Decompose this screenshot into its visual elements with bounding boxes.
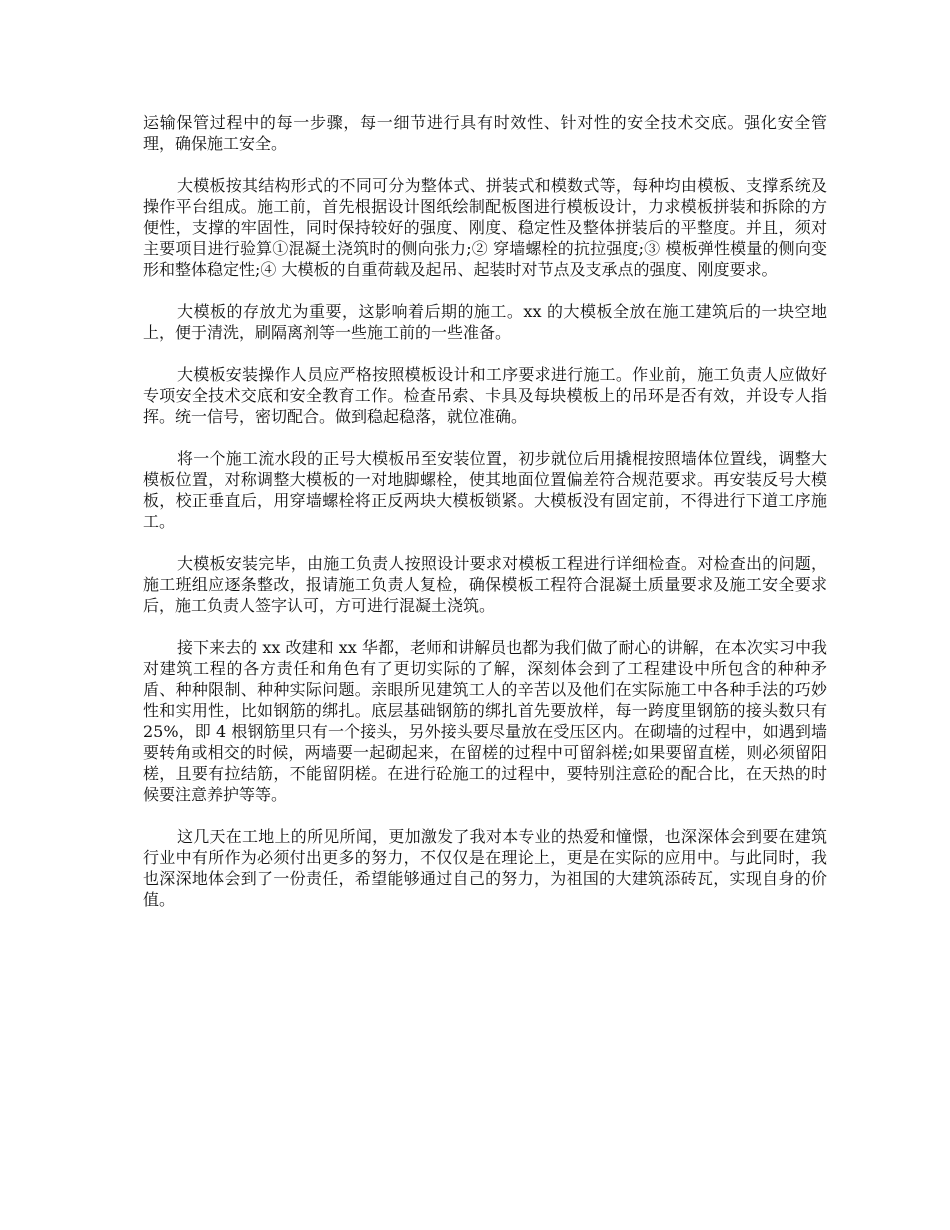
paragraph-formwork-types: 大模板按其结构形式的不同可分为整体式、拼装式和模数式等，每种均由模板、支撑系统及操作平台组成。施工前，首先根据设计图纸绘制配板图进行模板设计，力求模板拼装和拆除的方便性，支撑的牢固性，同时保持较好的强度、刚度、稳定性及整体拼装后的平整度。并且，须对主要项目进行验算①混凝土浇筑时的侧向张力;② 穿墙螺栓的抗拉强度;③ 模板弹性模量的侧向变形和整体稳定性;④ 大模板的自重荷载及起吊、起装时对节点及支承点的强度、刚度要求。 [143, 176, 827, 279]
paragraph-site-visits: 接下来去的 xx 改建和 xx 华都，老师和讲解员也都为我们做了耐心的讲解，在本次实习中我对建筑工程的各方责任和角色有了更切实际的了解，深刻体会到了工程建设中所包含的种种矛盾、种种限制、种种实际问题。亲眼所见建筑工人的辛苦以及他们在实际施工中各种手法的巧妙性和实用性，比如钢筋的绑扎。底层基础钢筋的绑扎首先要放样，每一跨度里钢筋的接头数只有 25%，即 4 根钢筋里只有一个接头，另外接头要尽量放在受压区内。在砌墙的过程中，如遇到墙要转角或相交的时候，两墙要一起砌起来，在留槎的过程中可留斜槎;如果要留直槎，则必须留阳槎，且要有拉结筋，不能留阴槎。在进行砼施工的过程中，要特别注意砼的配合比，在天热的时候要注意养护等等。 [143, 638, 827, 804]
paragraph-formwork-storage: 大模板的存放尤为重要，这影响着后期的施工。xx 的大模板全放在施工建筑后的一块空地上，便于清洗，刷隔离剂等一些施工前的一些准备。 [143, 302, 827, 342]
paragraph-inspection: 大模板安装完毕，由施工负责人按照设计要求对模板工程进行详细检查。对检查出的问题，施工班组应逐条整改，报请施工负责人复检，确保模板工程符合混凝土质量要求及施工安全要求后，施工负责人签字认可，方可进行混凝土浇筑。 [143, 554, 827, 615]
document-page [143, 112, 827, 931]
paragraph-installation-steps: 将一个施工流水段的正号大模板吊至安装位置，初步就位后用撬棍按照墙体位置线，调整大模板位置，对称调整大模板的一对地脚螺栓，使其地面位置偏差符合规范要求。再安装反号大模板，校正垂直后，用穿墙螺栓将正反两块大模板锁紧。大模板没有固定前，不得进行下道工序施工。 [143, 449, 827, 531]
paragraph-safety-management: 运输保管过程中的每一步骤，每一细节进行具有时效性、针对性的安全技术交底。强化安全管理，确保施工安全。 [143, 113, 827, 153]
paragraph-conclusion: 这几天在工地上的所见所闻，更加激发了我对本专业的热爱和憧憬，也深深体会到要在建筑行业中有所作为必须付出更多的努力，不仅仅是在理论上，更是在实际的应用中。与此同时，我也深深地体会到了一份责任，希望能够通过自己的努力，为祖国的大建筑添砖瓦，实现自身的价值。 [143, 827, 827, 909]
paragraph-installation-personnel: 大模板安装操作人员应严格按照模板设计和工序要求进行施工。作业前，施工负责人应做好专项安全技术交底和安全教育工作。检查吊索、卡具及每块模板上的吊环是否有效，并设专人指挥。统一信号，密切配合。做到稳起稳落，就位准确。 [143, 365, 827, 426]
